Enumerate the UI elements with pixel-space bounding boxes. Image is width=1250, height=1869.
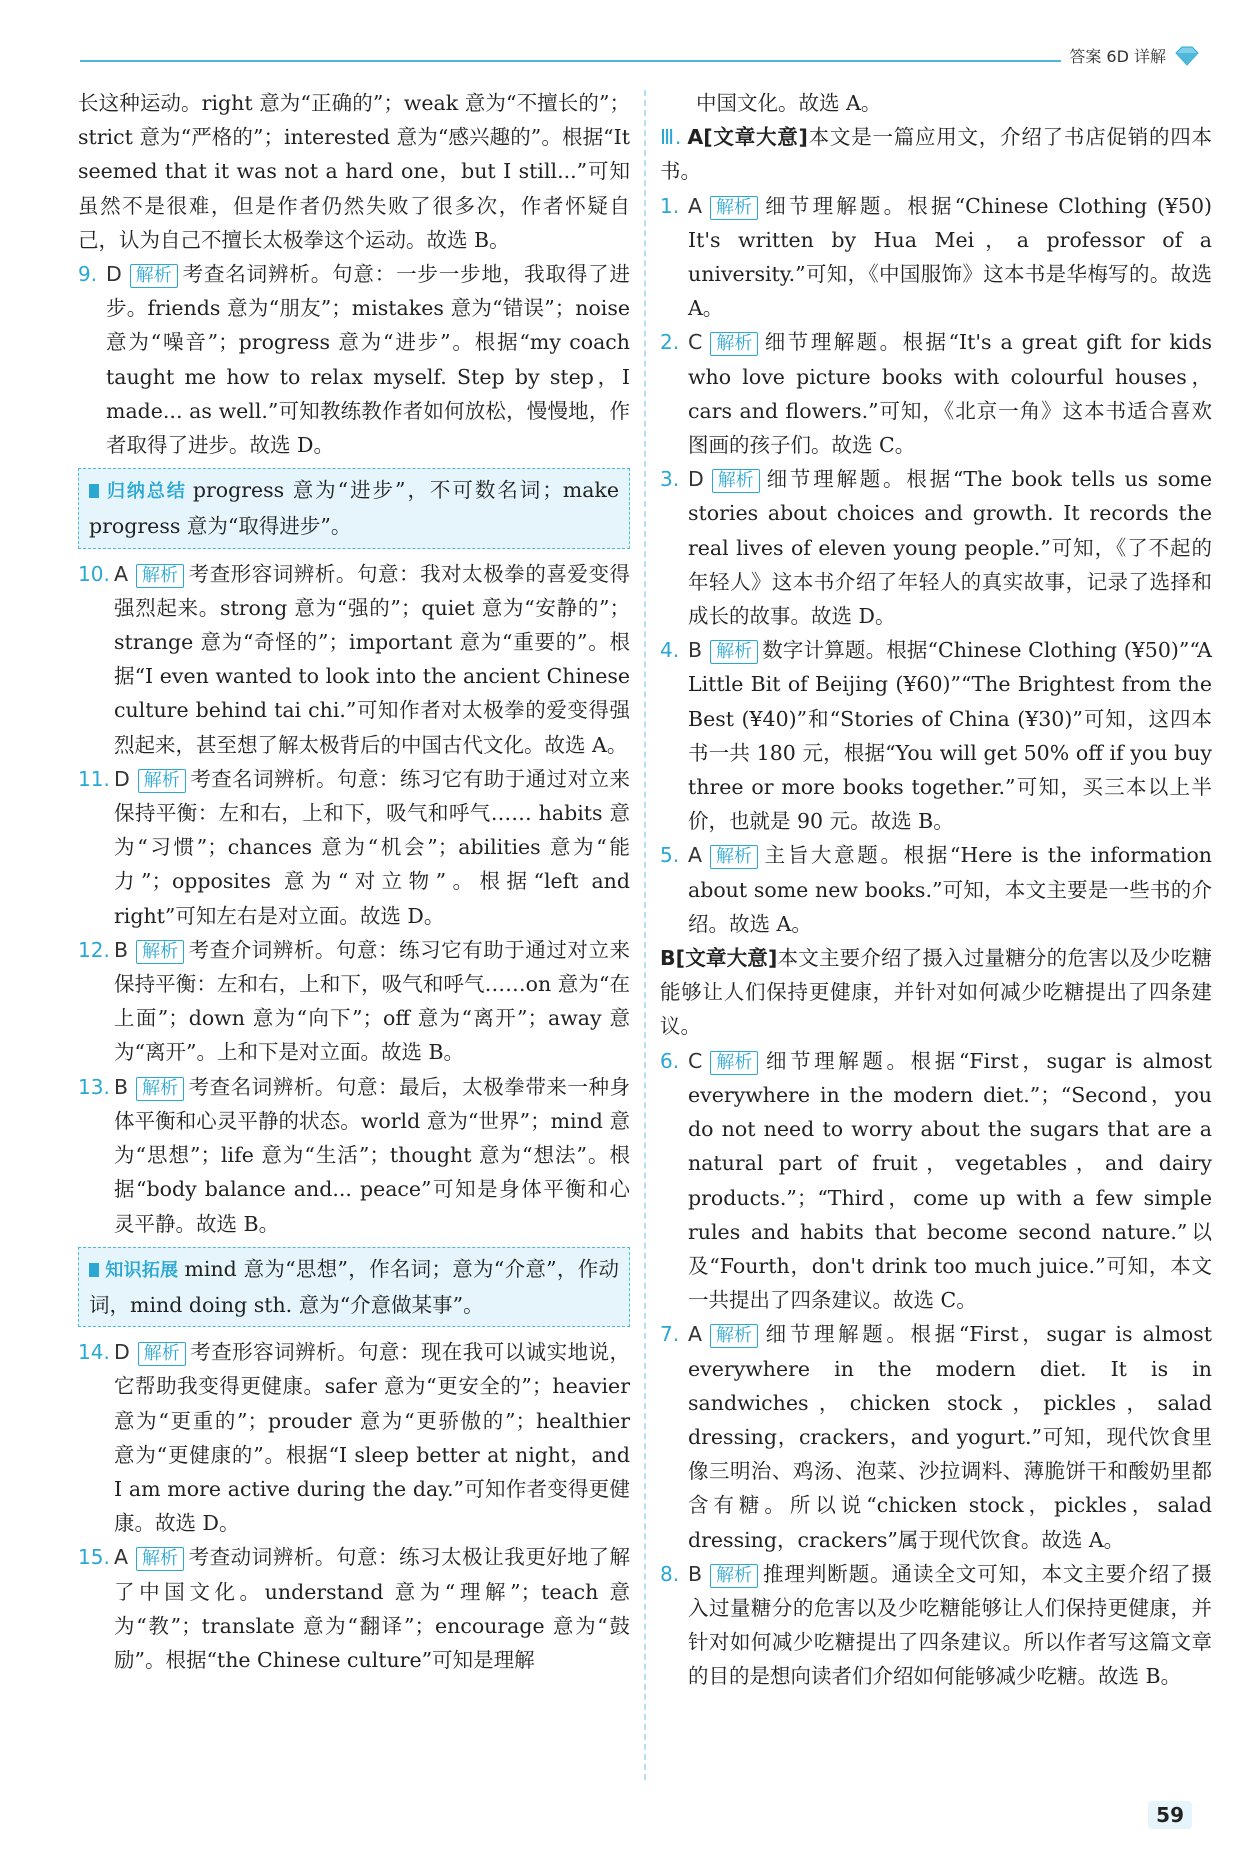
- answer-item-6: [660, 1044, 1212, 1318]
- item-text: 考查形容词辨析。句意：我对太极拳的喜爱变得强烈起来。strong 意为“强的”；quiet 意为“安静的”；strange 意为“奇怪的”；important 意为“重要的”。根据“I even wanted to look into the ancient Chinese culture behind tai chi.”可知作者对太极拳的爱变得强烈起来，甚至想了解太极背后的中国古代文化。故选 A。: [114, 561, 630, 757]
- item-text: 数字计算题。根据“Chinese Clothing (¥50)”“A Little Bit of Beijing (¥60)”“The Brightest from the Best (¥40)”和“Stories of China (¥30)”可知，这四本书一共 180 元，根据“You will get 50% off if you buy three or more books together.”可知，买三本以上半价，也就是 90 元。故选 B。: [688, 638, 1212, 834]
- answer-item-12: [78, 933, 630, 1070]
- answer-item-11: [78, 762, 630, 933]
- item-number: 4.: [660, 638, 680, 663]
- analysis-tag: 解析: [138, 769, 186, 793]
- summary-text: 本文主要介绍了摄入过量糖分的危害以及少吃糖能够让人们保持更健康，并针对如何减少吃糖提出了四条建议。: [660, 946, 1213, 1039]
- item-answer: A: [114, 1545, 129, 1570]
- item-answer: B: [688, 1561, 703, 1586]
- item-number: 10.: [78, 561, 110, 586]
- right-column: [660, 86, 1212, 1694]
- summary-title: 归纳总结: [89, 481, 187, 502]
- answer-item-2: [660, 325, 1212, 462]
- extension-text: mind 意为“思想”，作名词；意为“介意”，作动词，mind doing sth. 意为“介意做某事”。: [89, 1256, 619, 1317]
- header-rule: [80, 60, 1070, 62]
- left-intro: 长这种运动。right 意为“正确的”；weak 意为“不擅长的”；strict 意为“严格的”；interested 意为“感兴趣的”。根据“It seemed that it was not a hard one，but I still...”可知虽然不是很难，但是作者仍然失败了很多次，作者怀疑自己，认为自己不擅长太极拳这个运动。故选 B。: [78, 91, 630, 252]
- item-number: 12.: [78, 937, 110, 962]
- item-text: 考查名词辨析。句意：一步一步地，我取得了进步。friends 意为“朋友”；mistakes 意为“错误”；noise 意为“噪音”；progress 意为“进步”。根据“my coach taught me how to relax myself. Step by step，I made... as well.”可知教练教作者如何放松，慢慢地，作者取得了进步。故选 D。: [106, 262, 630, 458]
- answer-item-3: [660, 462, 1212, 633]
- answer-item-7: [660, 1317, 1212, 1556]
- gem-icon: [1174, 46, 1200, 66]
- right-intro: 中国文化。故选 A。: [696, 91, 882, 115]
- item-answer: C: [688, 1048, 703, 1073]
- item-text: 主旨大意题。根据“Here is the information about some new books.”可知，本文主要是一些书的介绍。故选 A。: [688, 843, 1212, 936]
- analysis-tag: 解析: [136, 1077, 184, 1101]
- item-number: 3.: [660, 467, 680, 492]
- item-number: 5.: [660, 843, 680, 868]
- analysis-tag: 解析: [136, 1547, 184, 1571]
- item-answer: C: [688, 330, 703, 355]
- answer-item-9: [78, 257, 630, 462]
- item-answer: A: [688, 1322, 703, 1347]
- analysis-tag: 解析: [712, 469, 760, 493]
- section-letter: B: [660, 946, 676, 971]
- analysis-tag: 解析: [710, 1324, 758, 1348]
- analysis-tag: 解析: [710, 845, 758, 869]
- section-3-summary: [660, 120, 1212, 188]
- analysis-tag: 解析: [710, 332, 758, 356]
- analysis-tag: 解析: [136, 564, 184, 588]
- item-number: 8.: [660, 1561, 680, 1586]
- header-label: 答案 6D 详解: [1069, 47, 1166, 66]
- item-number: 14.: [78, 1340, 110, 1365]
- section-b-summary: [660, 941, 1212, 1044]
- section-letter: A: [687, 125, 704, 150]
- item-answer: A: [114, 561, 129, 586]
- answer-item-10: [78, 557, 630, 762]
- analysis-tag: 解析: [710, 1564, 758, 1588]
- item-text: 细节理解题。根据“The book tells us some stories about choices and growth. It records the real lives of eleven young people.”可知，《了不起的年轻人》这本书介绍了年轻人的真实故事，记录了选择和成长的故事。故选 D。: [688, 467, 1212, 629]
- item-text: 考查介词辨析。句意：练习它有助于通过对立来保持平衡：左和右，上和下，吸气和呼气……on 意为“在上面”；down 意为“向下”；off 意为“离开”；away 意为“离开”。上和下是对立面。故选 B。: [114, 937, 630, 1065]
- summary-text: 本文是一篇应用文，介绍了书店促销的四本书。: [660, 125, 1212, 184]
- answer-item-15: [78, 1540, 630, 1677]
- item-text: 细节理解题。根据“First，sugar is almost everywhere in the modern diet.”；“Second，you do not need to worry about the sugars that are a natural part of fruit，vegetables，and dairy products.”；“Third，come up with a few simple rules and habits that become second nature.”以及“Fourth，don't drink too much juice.”可知，本文一共提出了四条建议。故选 C。: [688, 1048, 1212, 1313]
- item-answer: D: [688, 467, 704, 492]
- item-text: 考查名词辨析。句意：练习它有助于通过对立来保持平衡：左和右，上和下，吸气和呼气…… habits 意为“习惯”；chances 意为“机会”；abilities 意为“能力”；opposites 意为“对立物”。根据“left and right”可知左右是对立面。故选 D。: [114, 766, 630, 928]
- answer-item-8: [660, 1557, 1212, 1694]
- item-number: 6.: [660, 1048, 680, 1073]
- analysis-tag: 解析: [710, 640, 758, 664]
- item-number: 9.: [78, 262, 98, 287]
- analysis-tag: 解析: [136, 940, 184, 964]
- answer-item-1: [660, 189, 1212, 326]
- item-text: 推理判断题。通读全文可知，本文主要介绍了摄入过量糖分的危害以及少吃糖能够让人们保持更健康，并针对如何减少吃糖提出了四条建议。所以作者写这篇文章的目的是想向读者们介绍如何能够减少吃糖。故选 B。: [688, 1561, 1212, 1689]
- item-answer: A: [688, 843, 703, 868]
- item-answer: D: [114, 766, 130, 791]
- item-text: 考查名词辨析。句意：最后，太极拳带来一种身体平衡和心灵平静的状态。world 意为“世界”；mind 意为“思想”；life 意为“生活”；thought 意为“想法”。根据“body balance and... peace”可知是身体平衡和心灵平静。故选 B。: [114, 1074, 630, 1236]
- item-text: 考查形容词辨析。句意：现在我可以诚实地说，它帮助我变得更健康。safer 意为“更安全的”；heavier 意为“更重的”；prouder 意为“更骄傲的”；healthier 意为“更健康的”。根据“I sleep better at night，and I am more active during the day.”可知作者变得更健康。故选 D。: [114, 1340, 630, 1536]
- item-number: 2.: [660, 330, 680, 355]
- summary-tag: [文章大意]: [675, 946, 778, 971]
- header-tag: [1061, 44, 1200, 67]
- analysis-tag: 解析: [710, 1051, 758, 1075]
- item-answer: B: [114, 937, 129, 962]
- summary-tag: [文章大意]: [703, 125, 808, 150]
- item-answer: D: [106, 262, 122, 287]
- analysis-tag: 解析: [710, 196, 758, 220]
- left-column: [78, 86, 630, 1677]
- analysis-tag: 解析: [138, 1342, 186, 1366]
- item-number: 7.: [660, 1322, 680, 1347]
- item-number: 15.: [78, 1545, 110, 1570]
- summary-text: progress 意为“进步”，不可数名词；make progress 意为“取得进步”。: [89, 478, 619, 539]
- item-number: 13.: [78, 1074, 110, 1099]
- page-number: 59: [1148, 1801, 1192, 1829]
- item-number: 1.: [660, 193, 680, 218]
- item-text: 细节理解题。根据“First，sugar is almost everywhere in the modern diet. It is in sandwiches，chicken stock，pickles，salad dressing，crackers，and yogurt.”可知，现代饮食里像三明治、鸡汤、泡菜、沙拉调料、薄脆饼干和酸奶里都含有糖。所以说“chicken stock，pickles，salad dressing，crackers”属于现代饮食。故选 A。: [688, 1322, 1212, 1552]
- answer-item-13: [78, 1070, 630, 1241]
- summary-box: [78, 468, 630, 548]
- item-text: 细节理解题。根据“Chinese Clothing (¥50) It's written by Hua Mei，a professor of a university.”可知，《中国服饰》这本书是华梅写的。故选 A。: [688, 193, 1212, 321]
- answer-item-4: [660, 633, 1212, 838]
- section-number: Ⅲ.: [660, 125, 682, 150]
- item-answer: D: [114, 1340, 130, 1365]
- item-answer: B: [114, 1074, 129, 1099]
- item-answer: B: [688, 638, 703, 663]
- item-number: 11.: [78, 766, 110, 791]
- answer-item-14: [78, 1335, 630, 1540]
- answer-item-5: [660, 838, 1212, 941]
- item-text: 考查动词辨析。句意：练习太极让我更好地了解了中国文化。understand 意为“理解”；teach 意为“教”；translate 意为“翻译”；encourage 意为“鼓励”。根据“the Chinese culture”可知是理解: [114, 1545, 630, 1672]
- extension-title: 知识拓展: [89, 1260, 178, 1281]
- column-divider: [644, 90, 646, 1780]
- item-answer: A: [688, 193, 703, 218]
- analysis-tag: 解析: [130, 264, 178, 288]
- extension-box: [78, 1247, 630, 1327]
- item-text: 细节理解题。根据“It's a great gift for kids who love picture books with colourful houses，cars and flowers.”可知，《北京一角》这本书适合喜欢图画的孩子们。故选 C。: [688, 330, 1212, 458]
